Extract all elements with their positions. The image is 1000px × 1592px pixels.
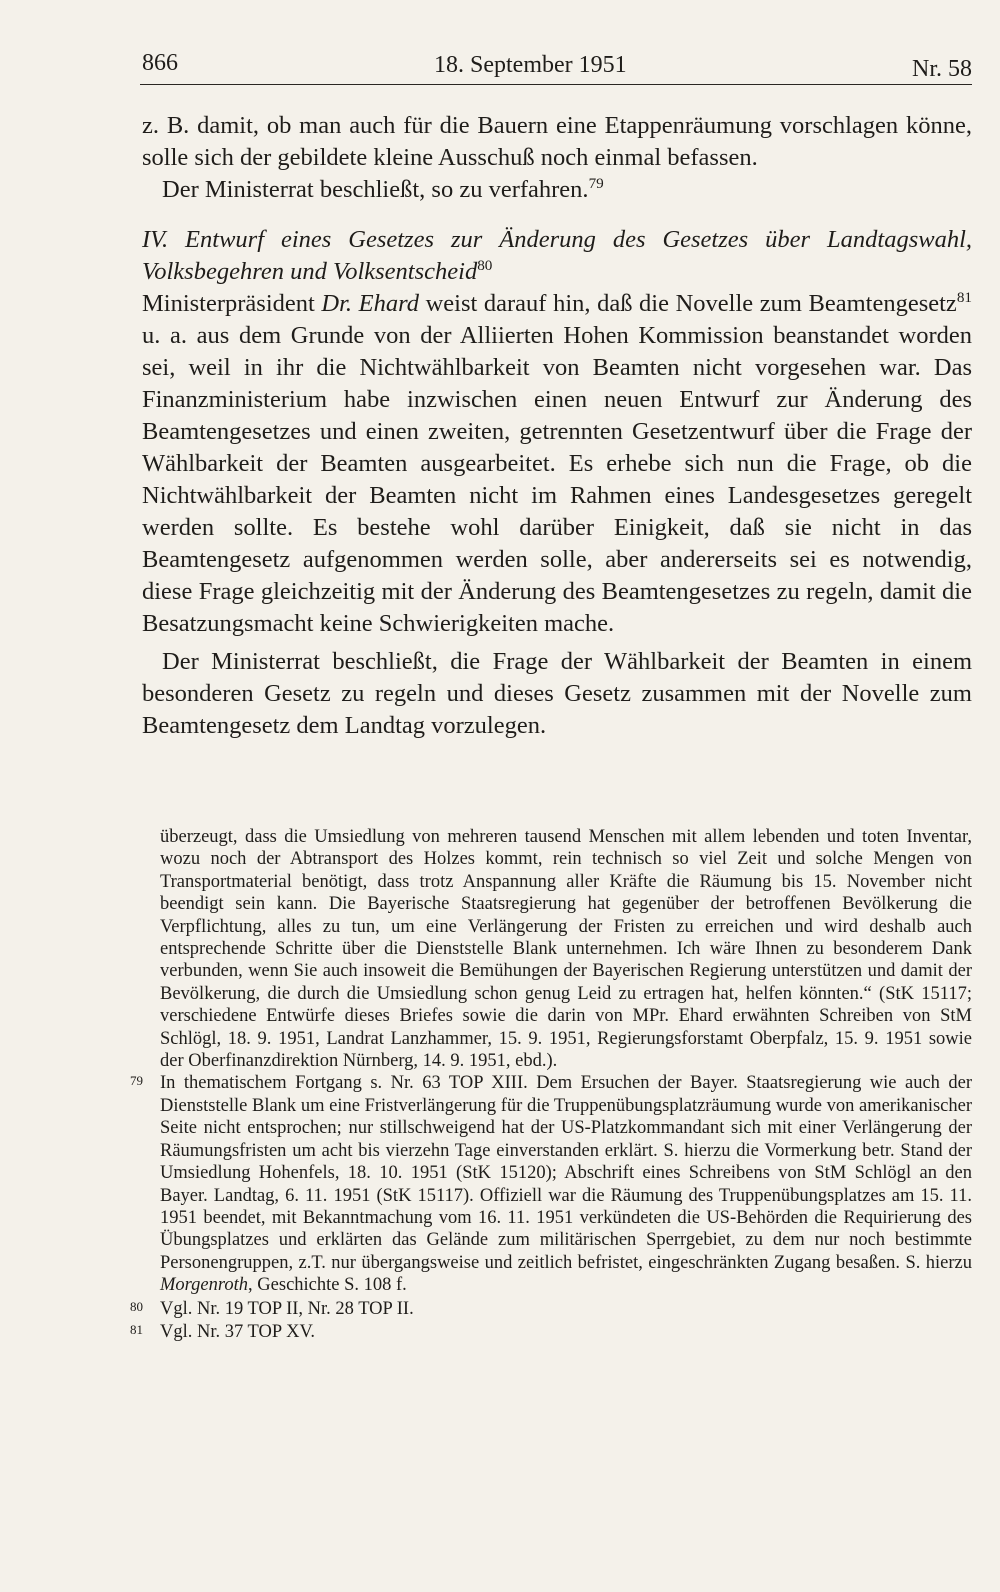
agenda-item-heading bbox=[142, 224, 972, 288]
footnote-81 bbox=[130, 1321, 972, 1343]
paragraph-continuation: z. B. damit, ob man auch für die Bauern eine Etappenräumung vorschlagen könne, solle sich der gebildete kleine Ausschuß noch einmal befassen. bbox=[142, 112, 972, 171]
footnote-number: 80 bbox=[130, 1298, 143, 1314]
footnote-ref-81: 81 bbox=[956, 288, 972, 306]
footnote-tail: , Geschichte S. 108 f. bbox=[248, 1275, 407, 1296]
paragraph-resolution-1 bbox=[142, 174, 972, 206]
footnote-text: Vgl. Nr. 19 TOP II, Nr. 28 TOP II. bbox=[160, 1298, 414, 1319]
discussion-text-b: weist darauf hin, daß die Novelle zum Beamtengesetz bbox=[419, 290, 957, 317]
running-header bbox=[142, 46, 972, 82]
speaker-name: Dr. Ehard bbox=[321, 290, 419, 317]
discussion-text-a: Ministerpräsident bbox=[142, 290, 322, 317]
resolution-1-text: Der Ministerrat beschließt, so zu verfahren. bbox=[162, 176, 589, 203]
footnote-number: 81 bbox=[130, 1321, 143, 1337]
footnote-number: 79 bbox=[130, 1073, 143, 1089]
footnote-text: In thematischem Fortgang s. Nr. 63 TOP XIII. Dem Ersuchen der Bayer. Staatsregierung wie auch der Dienststelle Blank um eine Fristverlängerung für die Truppenübungsplatzräumung wurde von amerikanischer Seite nicht entsprochen; nur stillschweigend hat der US-Platzkommandant sich mit einer Verlängerung der Räumungsfristen um acht bis vierzehn Tage einverstanden erklärt. S. hierzu die Vormerkung betr. Stand der Umsiedlung Hohenfels, 18. 10. 1951 (StK 15120); Abschrift eines Schreibens von StM Schlögl an den Bayer. Landtag, 6. 11. 1951 (StK 15117). Offiziell war die Räumung des Truppenübungsplatzes am 15. 11. 1951 beendet, mit Bekanntmachung vom 16. 11. 1951 verkündeten die US-Behörden die Requirierung des Übungsplatzes und erklärten das Gelände zum militärischen Sperrgebiet, zu dem nur noch bestimmte Personengruppen, z.T. nur übergangsweise und zeitlich befristet, eingeschränkten Zugang besaßen. S. hierzu bbox=[160, 1073, 972, 1273]
paragraph-resolution-2: Der Ministerrat beschließt, die Frage der Wählbarkeit der Beamten in einem besonderen Gesetz zu regeln und dieses Gesetz zusammen mit der Novelle zum Beamtengesetz dem Landtag vorzulegen. bbox=[142, 648, 972, 739]
footnotes bbox=[130, 826, 972, 1343]
header-date: 18. September 1951 bbox=[434, 52, 627, 78]
paragraph-discussion bbox=[142, 288, 972, 640]
footnote-text: Vgl. Nr. 37 TOP XV. bbox=[160, 1321, 316, 1342]
discussion-text-c: u. a. aus dem Grunde von der Alliierten Hohen Kommission beanstandet worden sei, weil in ihr die Nichtwählbarkeit von Beamten nicht vorgesehen war. Das Finanzministerium habe inzwischen einen neuen Entwurf zur Änderung des Beamtengesetzes und einen zweiten, getrennten Gesetzentwurf über die Frage der Wählbarkeit der Beamten ausgearbeitet. Es erhebe sich nun die Frage, ob die Nichtwählbarkeit der Beamten nicht im Rahmen eines Landesgesetzes geregelt werden sollte. Es bestehe wohl darüber Einigkeit, daß sie nicht in das Beamtengesetz aufgenommen werden solle, aber andererseits sei es notwendig, diese Frage gleichzeitig mit der Änderung des Beamtengesetzes zu regeln, damit die Besatzungsmacht keine Schwierigkeiten mache. bbox=[142, 322, 972, 637]
header-rule bbox=[140, 84, 972, 85]
footnote-79 bbox=[130, 1072, 972, 1296]
footnote-continuation: überzeugt, dass die Umsiedlung von mehreren tausend Menschen mit allem lebenden und toten Inventar, wozu noch der Abtransport des Holzes kommt, rein technisch so viel Zeit und solche Mengen von Transportmaterial benötigt, dass trotz Anspannung aller Kräfte die Räumung bis 15. November nicht beendigt sein kann. Die Bayerische Staatsregierung hat gegenüber der betroffenen Bevölkerung die Verpflichtung, alles zu tun, um eine Verlängerung der Fristen zu erreichen und wird deshalb auch entsprechende Schritte über die Dienststelle Blank unternehmen. Ich wäre Ihnen zu besonderem Dank verbunden, wenn Sie auch insoweit die Bemühungen der Bayerischen Regierung unterstützen und damit der Bevölkerung, die durch die Umsiedlung schon genug Leid zu ertragen hat, helfen könnten.“ (StK 15117; verschiedene Entwürfe dieses Briefes sowie die darin von MPr. Ehard erwähnten Schreiben von StM Schlögl, 18. 9. 1951, Landrat Lanzhammer, 15. 9. 1951, Regierungsforstamt Oberpfalz, 15. 9. 1951 sowie der Oberfinanzdirektion Nürnberg, 14. 9. 1951, ebd.). bbox=[160, 827, 972, 1072]
footnote-ref-79: 79 bbox=[588, 174, 604, 192]
footnote-80 bbox=[130, 1298, 972, 1320]
cited-author: Morgenroth bbox=[160, 1275, 249, 1296]
main-text bbox=[142, 110, 972, 742]
footnote-ref-80: 80 bbox=[477, 256, 493, 274]
agenda-item-title: IV. Entwurf eines Gesetzes zur Änderung des Gesetzes über Landtagswahl, Volksbegehren und Volksentscheid bbox=[142, 226, 972, 285]
issue-number: Nr. 58 bbox=[912, 56, 972, 82]
page-number: 866 bbox=[142, 50, 178, 76]
